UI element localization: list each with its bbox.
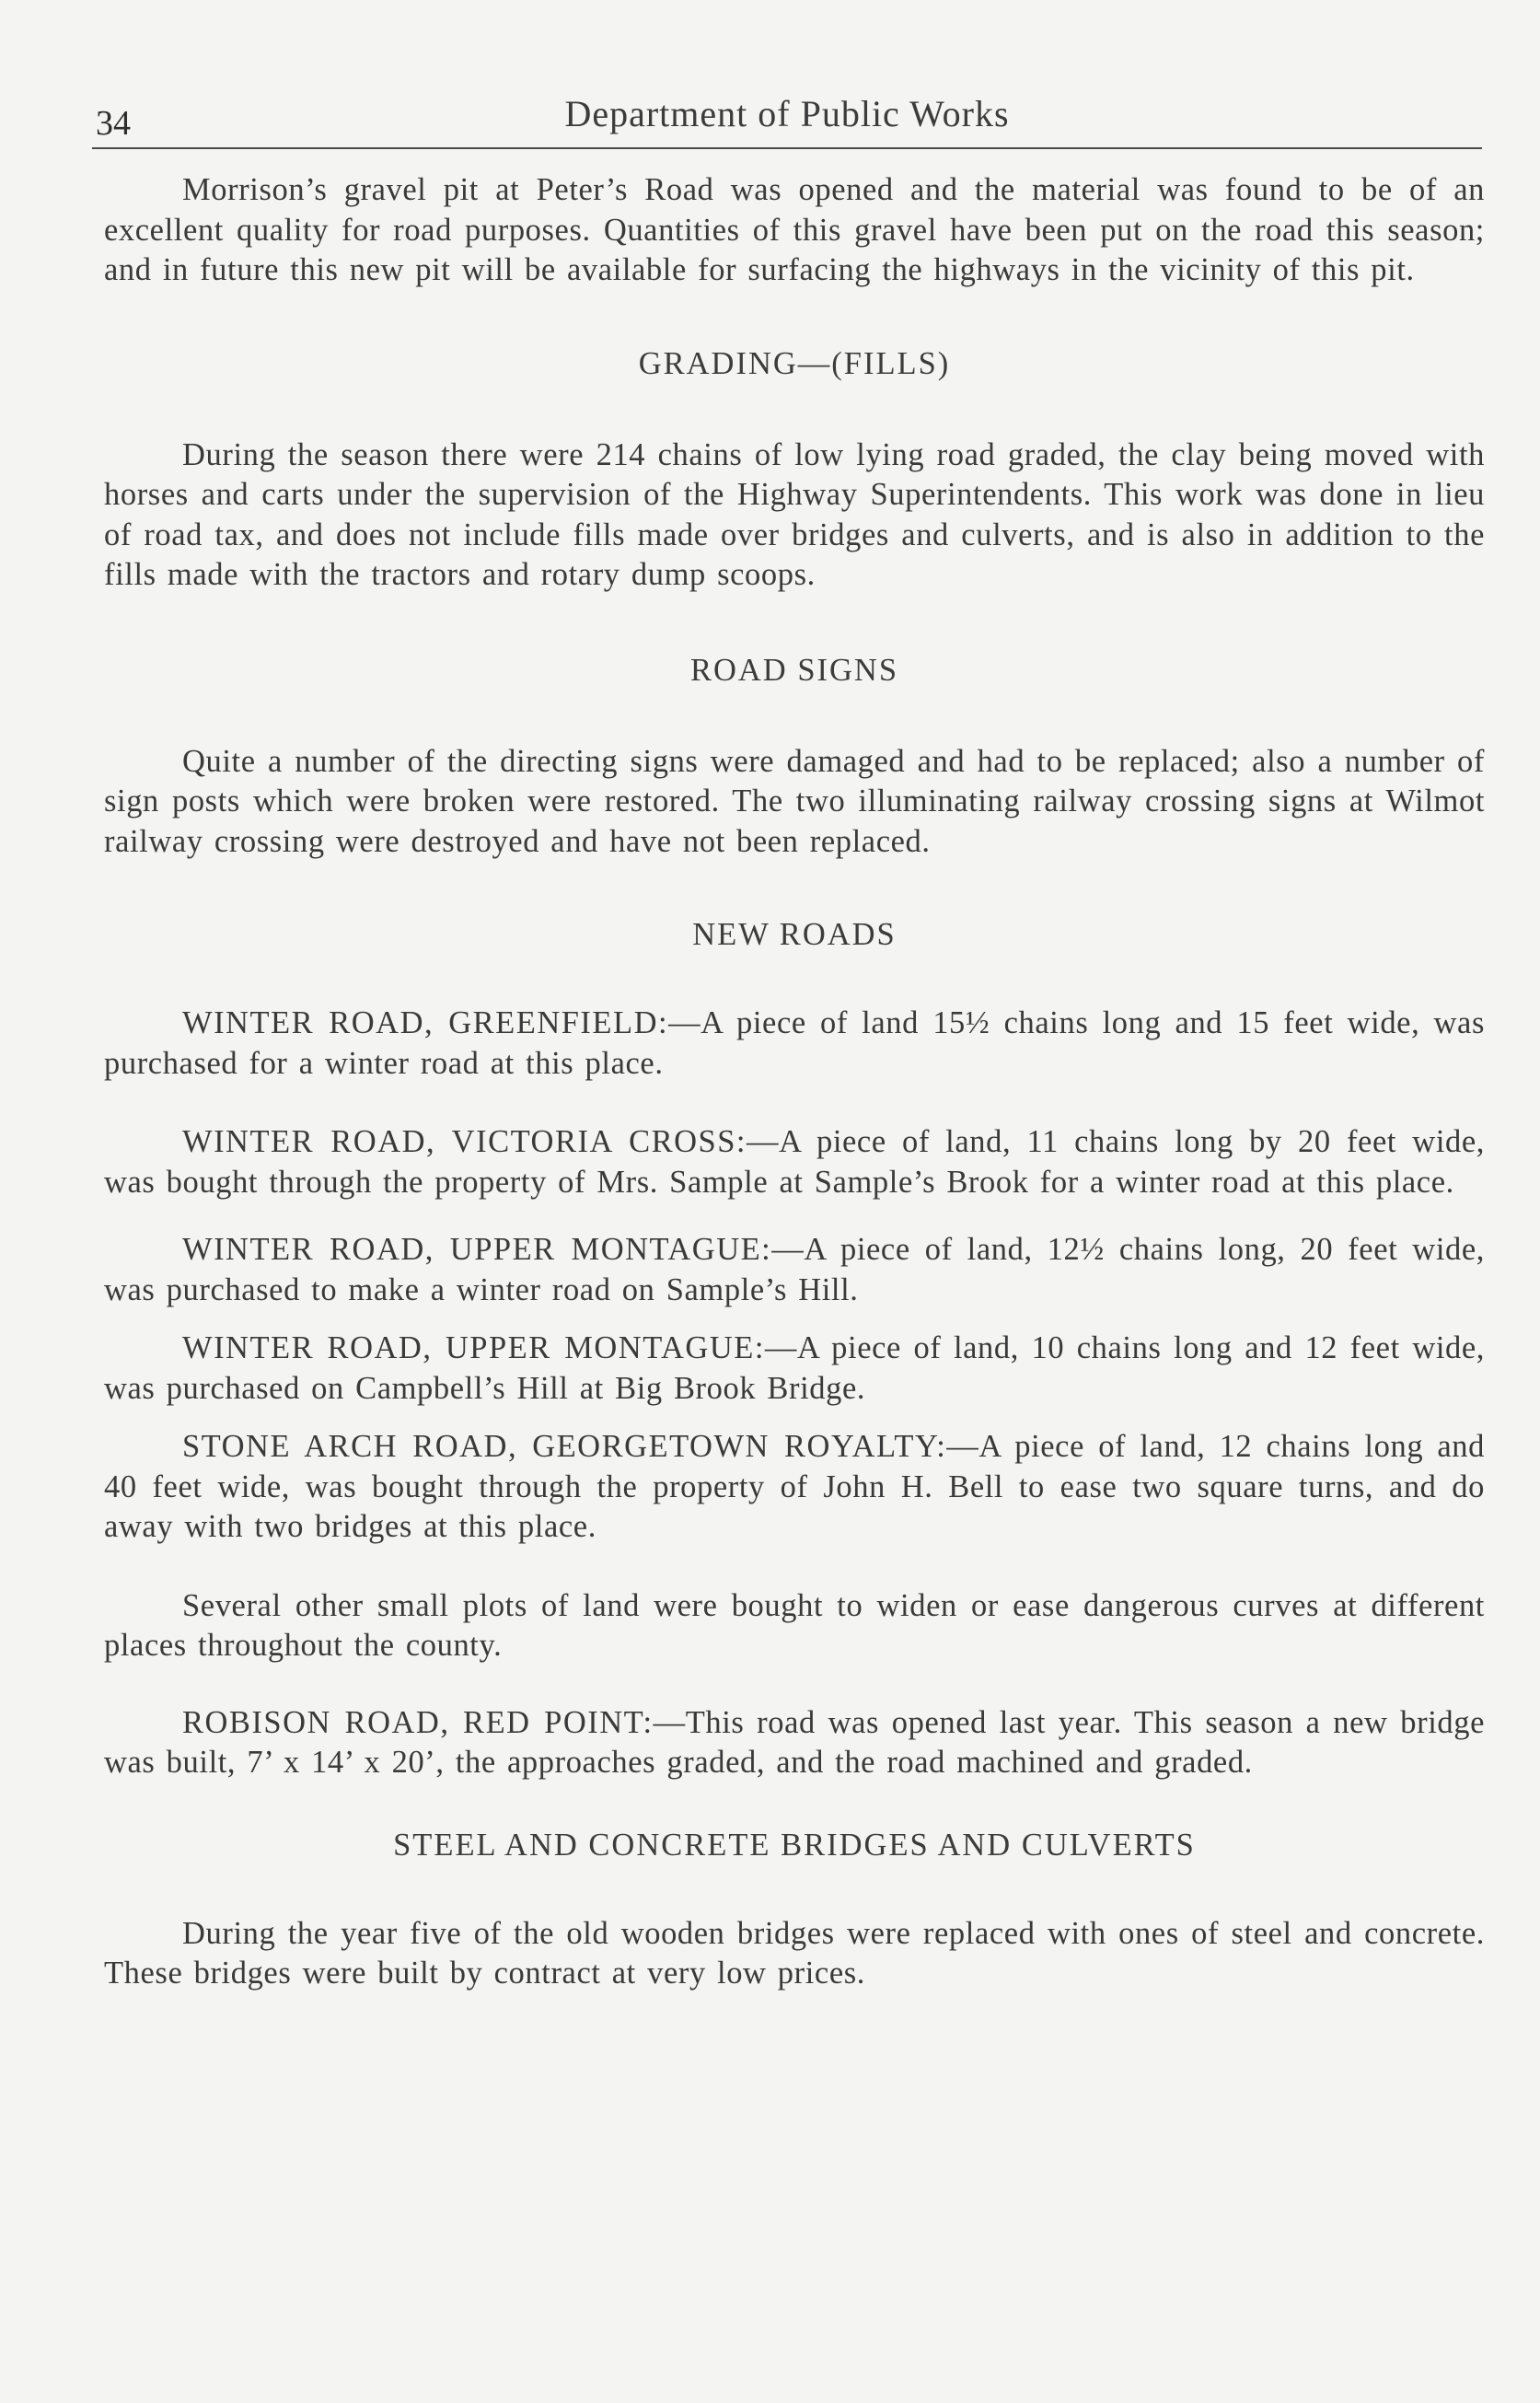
new-road-item-text: —A piece of land, 12 chains long and 40 feet wide, was bought through the property of John H. Bell to ease two square turns, and do away with two bridges at this place. — [104, 1429, 1485, 1544]
new-road-item-upper-montague-1 — [104, 1230, 1485, 1310]
grading-paragraph: During the season there were 214 chains of low lying road graded, the clay being moved with horses and carts under the supervision of the Highway Superintendents. This work was done in lieu of road tax, and does not include fills made over bridges and culverts, and is also in addition to the fills made with the tractors and rotary dump scoops. — [104, 436, 1485, 592]
new-road-item-upper-montague-2 — [104, 1329, 1485, 1409]
other-plots-paragraph: Several other small plots of land were bought to widen or ease dangerous curves at different places throughout the county. — [104, 1587, 1485, 1663]
robison-road-paragraph — [104, 1703, 1485, 1783]
new-road-item-text: —A piece of land, 10 chains long and 12 feet wide, was purchased on Campbell’s Hill at Big Brook Bridge. — [104, 1330, 1486, 1406]
new-road-item-lead: WINTER ROAD, UPPER MONTAGUE: — [182, 1232, 772, 1267]
road-signs-heading: ROAD SIGNS — [689, 652, 899, 688]
gravel-pit-paragraph: Morrison’s gravel pit at Peter’s Road was opened and the material was found to be of an excellent quality for road purposes. Quantities of this gravel have been put on the road this season; and in future this new pit will be available for surfacing the highways in the vicinity of this pit. — [104, 172, 1485, 287]
page-number: 34 — [96, 104, 131, 143]
new-road-item-stone-arch — [104, 1427, 1485, 1548]
steel-bridges-paragraph: During the year five of the old wooden bridges were replaced with ones of steel and concrete. These bridges were built by contract at very low prices. — [104, 1915, 1485, 1991]
grading-heading: GRADING—(FILLS) — [638, 345, 951, 381]
new-road-item-greenfield — [104, 1004, 1485, 1084]
robison-road-text: —This road was opened last year. This season a new bridge was built, 7’ x 14’ x 20’, the approaches graded, and the road machined and graded. — [104, 1704, 1485, 1780]
running-title: Department of Public Works — [564, 93, 1010, 134]
page-body — [104, 170, 1485, 1994]
page-header — [92, 85, 1482, 149]
steel-bridges-heading: STEEL AND CONCRETE BRIDGES AND CULVERTS — [393, 1827, 1196, 1863]
new-road-item-victoria-cross — [104, 1122, 1485, 1202]
new-road-item-lead: WINTER ROAD, UPPER MONTAGUE: — [182, 1330, 765, 1365]
robison-road-lead: ROBISON ROAD, RED POINT: — [182, 1704, 654, 1740]
new-road-item-text: —A piece of land, 12½ chains long, 20 feet wide, was purchased to make a winter road on Sample’s Hill. — [104, 1232, 1485, 1307]
new-roads-heading: NEW ROADS — [692, 917, 897, 952]
new-road-item-lead: STONE ARCH ROAD, GEORGETOWN ROYALTY: — [182, 1429, 947, 1464]
new-road-item-lead: WINTER ROAD, VICTORIA CROSS: — [182, 1124, 747, 1159]
road-signs-paragraph: Quite a number of the directing signs were damaged and had to be replaced; also a number of sign posts which were broken were restored. The two illuminating railway crossing signs at Wilmot railway crossing were destroyed and have not been replaced. — [104, 743, 1485, 859]
new-road-item-text: —A piece of land 15½ chains long and 15 feet wide, was purchased for a winter road at this place. — [104, 1005, 1485, 1081]
new-road-item-text: —A piece of land, 11 chains long by 20 feet wide, was bought through the property of Mrs. Sample at Sample’s Brook for a winter road at this place. — [104, 1124, 1485, 1200]
new-road-item-lead: WINTER ROAD, GREENFIELD: — [182, 1005, 669, 1040]
